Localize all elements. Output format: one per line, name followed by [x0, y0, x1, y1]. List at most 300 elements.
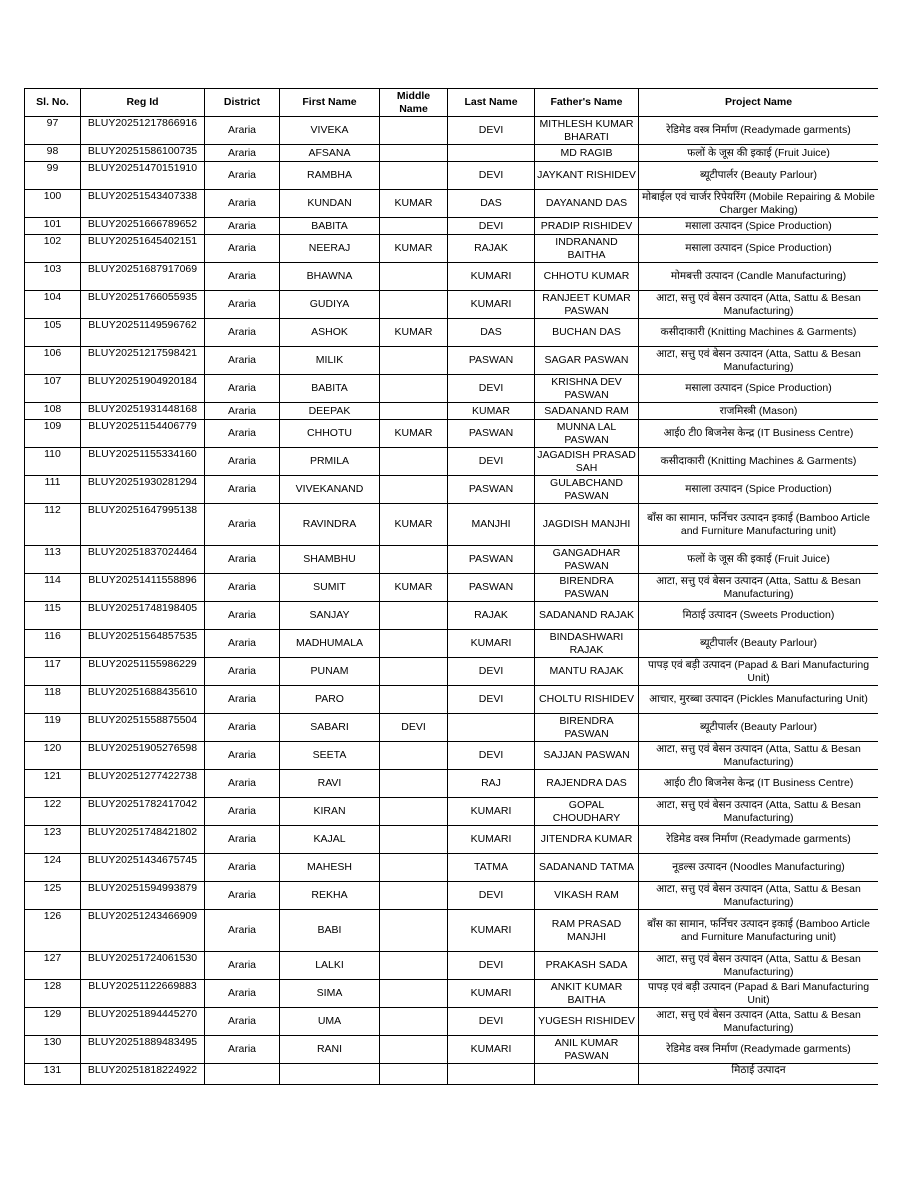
cell-project-name: मोबाईल एवं चार्जर रिपेयरिंग (Mobile Repairing & Mobile Charger Making)	[639, 190, 879, 218]
cell-fathers-name: BUCHAN DAS	[535, 319, 639, 347]
cell-district: Araria	[205, 952, 280, 980]
cell-first-name: RAVINDRA	[280, 504, 380, 546]
cell-middle-name	[380, 1064, 448, 1085]
cell-last-name: KUMARI	[448, 263, 535, 291]
cell-project-name: आटा, सत्तु एवं बेसन उत्पादन (Atta, Sattu & Besan Manufacturing)	[639, 1008, 879, 1036]
cell-project-name: आटा, सत्तु एवं बेसन उत्पादन (Atta, Sattu & Besan Manufacturing)	[639, 798, 879, 826]
cell-middle-name	[380, 602, 448, 630]
cell-first-name: SANJAY	[280, 602, 380, 630]
cell-reg-id: BLUY20251155986229	[81, 658, 205, 686]
cell-first-name: RANI	[280, 1036, 380, 1064]
cell-sl-no: 100	[25, 190, 81, 218]
cell-first-name: KIRAN	[280, 798, 380, 826]
cell-sl-no: 128	[25, 980, 81, 1008]
cell-reg-id: BLUY20251930281294	[81, 476, 205, 504]
cell-last-name	[448, 714, 535, 742]
table-row	[25, 235, 879, 263]
cell-fathers-name: CHHOTU KUMAR	[535, 263, 639, 291]
cell-project-name: फलों के जूस की इकाई (Fruit Juice)	[639, 546, 879, 574]
cell-middle-name	[380, 117, 448, 145]
cell-district: Araria	[205, 1008, 280, 1036]
cell-middle-name	[380, 1008, 448, 1036]
cell-sl-no: 109	[25, 420, 81, 448]
cell-last-name: DEVI	[448, 218, 535, 235]
cell-district: Araria	[205, 854, 280, 882]
header-middle-name: Middle Name	[380, 89, 448, 117]
cell-first-name: LALKI	[280, 952, 380, 980]
cell-sl-no: 97	[25, 117, 81, 145]
cell-project-name: रेडिमेड वस्त्र निर्माण (Readymade garments)	[639, 117, 879, 145]
cell-first-name: NEERAJ	[280, 235, 380, 263]
cell-fathers-name: INDRANAND BAITHA	[535, 235, 639, 263]
cell-project-name: ब्यूटीपार्लर (Beauty Parlour)	[639, 162, 879, 190]
cell-sl-no: 117	[25, 658, 81, 686]
cell-sl-no: 99	[25, 162, 81, 190]
cell-first-name: DEEPAK	[280, 403, 380, 420]
cell-last-name: KUMARI	[448, 1036, 535, 1064]
cell-middle-name: KUMAR	[380, 504, 448, 546]
cell-project-name: बाँस का सामान, फर्निचर उत्पादन इकाई (Bamboo Article and Furniture Manufacturing unit)	[639, 910, 879, 952]
cell-sl-no: 122	[25, 798, 81, 826]
table-row	[25, 952, 879, 980]
cell-last-name: KUMARI	[448, 291, 535, 319]
cell-middle-name	[380, 145, 448, 162]
cell-reg-id: BLUY20251122669883	[81, 980, 205, 1008]
cell-district: Araria	[205, 1036, 280, 1064]
cell-reg-id: BLUY20251217866916	[81, 117, 205, 145]
cell-last-name: DEVI	[448, 1008, 535, 1036]
cell-project-name: बाँस का सामान, फर्निचर उत्पादन इकाई (Bamboo Article and Furniture Manufacturing unit)	[639, 504, 879, 546]
cell-district: Araria	[205, 980, 280, 1008]
cell-last-name: KUMAR	[448, 403, 535, 420]
cell-sl-no: 118	[25, 686, 81, 714]
cell-last-name: TATMA	[448, 854, 535, 882]
cell-first-name: KUNDAN	[280, 190, 380, 218]
cell-reg-id: BLUY20251155334160	[81, 448, 205, 476]
cell-fathers-name: JAGDISH MANJHI	[535, 504, 639, 546]
cell-middle-name	[380, 476, 448, 504]
cell-last-name: RAJAK	[448, 235, 535, 263]
cell-last-name: DEVI	[448, 742, 535, 770]
cell-district: Araria	[205, 162, 280, 190]
cell-fathers-name: VIKASH RAM	[535, 882, 639, 910]
cell-district: Araria	[205, 798, 280, 826]
cell-project-name: फलों के जूस की इकाई (Fruit Juice)	[639, 145, 879, 162]
cell-reg-id: BLUY20251782417042	[81, 798, 205, 826]
table-row	[25, 375, 879, 403]
cell-project-name: रेडिमेड वस्त्र निर्माण (Readymade garments)	[639, 1036, 879, 1064]
cell-first-name: SUMIT	[280, 574, 380, 602]
cell-project-name: मसाला उत्पादन (Spice Production)	[639, 476, 879, 504]
cell-first-name: RAMBHA	[280, 162, 380, 190]
cell-project-name: मिठाई उत्पादन (Sweets Production)	[639, 602, 879, 630]
cell-sl-no: 131	[25, 1064, 81, 1085]
header-last-name: Last Name	[448, 89, 535, 117]
table-row	[25, 574, 879, 602]
cell-first-name: RAVI	[280, 770, 380, 798]
cell-reg-id: BLUY20251149596762	[81, 319, 205, 347]
cell-first-name: BABITA	[280, 375, 380, 403]
cell-last-name: DEVI	[448, 952, 535, 980]
cell-district: Araria	[205, 145, 280, 162]
table-row	[25, 910, 879, 952]
table-row	[25, 1064, 879, 1085]
cell-reg-id: BLUY20251645402151	[81, 235, 205, 263]
table-row	[25, 742, 879, 770]
cell-district: Araria	[205, 420, 280, 448]
cell-sl-no: 108	[25, 403, 81, 420]
cell-first-name: VIVEKANAND	[280, 476, 380, 504]
cell-sl-no: 124	[25, 854, 81, 882]
cell-fathers-name: MANTU RAJAK	[535, 658, 639, 686]
cell-last-name: DEVI	[448, 658, 535, 686]
cell-fathers-name: PRAKASH SADA	[535, 952, 639, 980]
cell-project-name: नूडल्स उत्पादन (Noodles Manufacturing)	[639, 854, 879, 882]
cell-project-name: पापड़ एवं बड़ी उत्पादन (Papad & Bari Manufacturing Unit)	[639, 658, 879, 686]
cell-sl-no: 116	[25, 630, 81, 658]
table-row	[25, 980, 879, 1008]
cell-last-name: DEVI	[448, 375, 535, 403]
table-row	[25, 420, 879, 448]
cell-district: Araria	[205, 910, 280, 952]
cell-last-name: DEVI	[448, 686, 535, 714]
cell-sl-no: 127	[25, 952, 81, 980]
beneficiary-table	[24, 88, 878, 1085]
cell-last-name: KUMARI	[448, 798, 535, 826]
cell-project-name: आटा, सत्तु एवं बेसन उत्पादन (Atta, Sattu & Besan Manufacturing)	[639, 291, 879, 319]
cell-last-name	[448, 145, 535, 162]
cell-last-name: PASWAN	[448, 476, 535, 504]
cell-project-name: राजमिस्त्री (Mason)	[639, 403, 879, 420]
cell-reg-id: BLUY20251154406779	[81, 420, 205, 448]
cell-reg-id: BLUY20251766055935	[81, 291, 205, 319]
cell-district: Araria	[205, 218, 280, 235]
cell-reg-id: BLUY20251594993879	[81, 882, 205, 910]
cell-last-name: PASWAN	[448, 574, 535, 602]
cell-project-name: कसीदाकारी (Knitting Machines & Garments)	[639, 448, 879, 476]
cell-fathers-name: MITHLESH KUMAR BHARATI	[535, 117, 639, 145]
cell-first-name: SHAMBHU	[280, 546, 380, 574]
table-row	[25, 162, 879, 190]
cell-sl-no: 120	[25, 742, 81, 770]
cell-reg-id: BLUY20251470151910	[81, 162, 205, 190]
cell-last-name: DAS	[448, 190, 535, 218]
cell-reg-id: BLUY20251586100735	[81, 145, 205, 162]
cell-district: Araria	[205, 403, 280, 420]
cell-fathers-name: JAYKANT RISHIDEV	[535, 162, 639, 190]
cell-district	[205, 1064, 280, 1085]
cell-project-name: कसीदाकारी (Knitting Machines & Garments)	[639, 319, 879, 347]
cell-middle-name	[380, 162, 448, 190]
cell-middle-name	[380, 291, 448, 319]
cell-middle-name	[380, 218, 448, 235]
cell-district: Araria	[205, 742, 280, 770]
cell-middle-name	[380, 742, 448, 770]
table-row	[25, 403, 879, 420]
cell-project-name: आटा, सत्तु एवं बेसन उत्पादन (Atta, Sattu & Besan Manufacturing)	[639, 742, 879, 770]
cell-middle-name	[380, 263, 448, 291]
cell-fathers-name	[535, 1064, 639, 1085]
header-sl-no: Sl. No.	[25, 89, 81, 117]
header-project-name: Project Name	[639, 89, 879, 117]
cell-sl-no: 103	[25, 263, 81, 291]
cell-project-name: मोमबत्ती उत्पादन (Candle Manufacturing)	[639, 263, 879, 291]
cell-sl-no: 102	[25, 235, 81, 263]
cell-middle-name	[380, 347, 448, 375]
cell-district: Araria	[205, 235, 280, 263]
cell-middle-name	[380, 1036, 448, 1064]
table-row	[25, 658, 879, 686]
cell-last-name: DEVI	[448, 882, 535, 910]
cell-district: Araria	[205, 448, 280, 476]
cell-first-name: GUDIYA	[280, 291, 380, 319]
cell-middle-name	[380, 826, 448, 854]
cell-project-name: रेडिमेड वस्त्र निर्माण (Readymade garments)	[639, 826, 879, 854]
cell-first-name: MADHUMALA	[280, 630, 380, 658]
cell-reg-id: BLUY20251434675745	[81, 854, 205, 882]
cell-last-name	[448, 1064, 535, 1085]
cell-sl-no: 104	[25, 291, 81, 319]
table-row	[25, 1008, 879, 1036]
cell-last-name: PASWAN	[448, 546, 535, 574]
header-reg-id: Reg Id	[81, 89, 205, 117]
cell-reg-id: BLUY20251905276598	[81, 742, 205, 770]
beneficiary-table-page	[24, 88, 878, 1106]
cell-middle-name	[380, 546, 448, 574]
header-district: District	[205, 89, 280, 117]
cell-last-name: DAS	[448, 319, 535, 347]
cell-last-name: DEVI	[448, 448, 535, 476]
cell-first-name: BABITA	[280, 218, 380, 235]
cell-project-name: आई0 टी0 बिजनेस केन्द्र (IT Business Centre)	[639, 770, 879, 798]
cell-last-name: MANJHI	[448, 504, 535, 546]
cell-fathers-name: SADANAND RAM	[535, 403, 639, 420]
table-row	[25, 476, 879, 504]
cell-middle-name: KUMAR	[380, 420, 448, 448]
cell-fathers-name: KRISHNA DEV PASWAN	[535, 375, 639, 403]
cell-fathers-name: RAM PRASAD MANJHI	[535, 910, 639, 952]
cell-sl-no: 125	[25, 882, 81, 910]
table-row	[25, 145, 879, 162]
cell-last-name: KUMARI	[448, 630, 535, 658]
cell-fathers-name: DAYANAND DAS	[535, 190, 639, 218]
cell-fathers-name: BIRENDRA PASWAN	[535, 714, 639, 742]
cell-first-name: BABI	[280, 910, 380, 952]
cell-last-name: RAJ	[448, 770, 535, 798]
cell-middle-name: KUMAR	[380, 190, 448, 218]
cell-project-name: आटा, सत्तु एवं बेसन उत्पादन (Atta, Sattu & Besan Manufacturing)	[639, 952, 879, 980]
cell-reg-id: BLUY20251837024464	[81, 546, 205, 574]
cell-project-name: ब्यूटीपार्लर (Beauty Parlour)	[639, 714, 879, 742]
cell-project-name: आटा, सत्तु एवं बेसन उत्पादन (Atta, Sattu & Besan Manufacturing)	[639, 347, 879, 375]
cell-district: Araria	[205, 476, 280, 504]
cell-first-name: SABARI	[280, 714, 380, 742]
table-row	[25, 117, 879, 145]
cell-last-name: RAJAK	[448, 602, 535, 630]
cell-first-name: AFSANA	[280, 145, 380, 162]
cell-fathers-name: ANKIT KUMAR BAITHA	[535, 980, 639, 1008]
cell-reg-id: BLUY20251243466909	[81, 910, 205, 952]
table-row	[25, 190, 879, 218]
cell-district: Araria	[205, 826, 280, 854]
cell-reg-id: BLUY20251666789652	[81, 218, 205, 235]
cell-fathers-name: SAGAR PASWAN	[535, 347, 639, 375]
cell-first-name: VIVEKA	[280, 117, 380, 145]
cell-last-name: KUMARI	[448, 910, 535, 952]
cell-project-name: आटा, सत्तु एवं बेसन उत्पादन (Atta, Sattu & Besan Manufacturing)	[639, 574, 879, 602]
cell-reg-id: BLUY20251647995138	[81, 504, 205, 546]
cell-middle-name	[380, 854, 448, 882]
table-row	[25, 798, 879, 826]
cell-middle-name: KUMAR	[380, 574, 448, 602]
cell-first-name: BHAWNA	[280, 263, 380, 291]
cell-first-name: SIMA	[280, 980, 380, 1008]
cell-district: Araria	[205, 504, 280, 546]
cell-reg-id: BLUY20251748421802	[81, 826, 205, 854]
cell-sl-no: 107	[25, 375, 81, 403]
cell-sl-no: 105	[25, 319, 81, 347]
cell-sl-no: 126	[25, 910, 81, 952]
cell-fathers-name: PRADIP RISHIDEV	[535, 218, 639, 235]
cell-project-name: आई0 टी0 बिजनेस केन्द्र (IT Business Centre)	[639, 420, 879, 448]
cell-district: Araria	[205, 319, 280, 347]
cell-first-name: SEETA	[280, 742, 380, 770]
table-row	[25, 882, 879, 910]
cell-fathers-name: SAJJAN PASWAN	[535, 742, 639, 770]
cell-project-name: आचार, मुरब्बा उत्पादन (Pickles Manufacturing Unit)	[639, 686, 879, 714]
table-row	[25, 319, 879, 347]
table-row	[25, 546, 879, 574]
cell-district: Araria	[205, 347, 280, 375]
cell-district: Araria	[205, 375, 280, 403]
cell-district: Araria	[205, 686, 280, 714]
table-row	[25, 347, 879, 375]
cell-first-name: UMA	[280, 1008, 380, 1036]
cell-reg-id: BLUY20251894445270	[81, 1008, 205, 1036]
header-first-name: First Name	[280, 89, 380, 117]
cell-reg-id: BLUY20251688435610	[81, 686, 205, 714]
cell-district: Araria	[205, 546, 280, 574]
cell-last-name: KUMARI	[448, 980, 535, 1008]
table-row	[25, 686, 879, 714]
cell-first-name: KAJAL	[280, 826, 380, 854]
cell-first-name: MAHESH	[280, 854, 380, 882]
cell-sl-no: 130	[25, 1036, 81, 1064]
cell-fathers-name: RANJEET KUMAR PASWAN	[535, 291, 639, 319]
table-row	[25, 630, 879, 658]
cell-sl-no: 129	[25, 1008, 81, 1036]
cell-reg-id: BLUY20251411558896	[81, 574, 205, 602]
cell-reg-id: BLUY20251277422738	[81, 770, 205, 798]
cell-last-name: DEVI	[448, 162, 535, 190]
cell-district: Araria	[205, 602, 280, 630]
cell-fathers-name: SADANAND RAJAK	[535, 602, 639, 630]
cell-sl-no: 114	[25, 574, 81, 602]
cell-project-name: मसाला उत्पादन (Spice Production)	[639, 235, 879, 263]
cell-fathers-name: MD RAGIB	[535, 145, 639, 162]
cell-first-name: REKHA	[280, 882, 380, 910]
cell-reg-id: BLUY20251724061530	[81, 952, 205, 980]
cell-project-name: ब्यूटीपार्लर (Beauty Parlour)	[639, 630, 879, 658]
cell-middle-name: KUMAR	[380, 319, 448, 347]
cell-fathers-name: JAGADISH PRASAD SAH	[535, 448, 639, 476]
cell-reg-id: BLUY20251931448168	[81, 403, 205, 420]
cell-district: Araria	[205, 770, 280, 798]
cell-last-name: DEVI	[448, 117, 535, 145]
table-row	[25, 602, 879, 630]
cell-sl-no: 110	[25, 448, 81, 476]
cell-fathers-name: MUNNA LAL PASWAN	[535, 420, 639, 448]
cell-fathers-name: ANIL KUMAR PASWAN	[535, 1036, 639, 1064]
cell-district: Araria	[205, 190, 280, 218]
table-row	[25, 770, 879, 798]
cell-first-name: PUNAM	[280, 658, 380, 686]
cell-district: Araria	[205, 630, 280, 658]
cell-reg-id: BLUY20251889483495	[81, 1036, 205, 1064]
cell-first-name: MILIK	[280, 347, 380, 375]
cell-district: Araria	[205, 574, 280, 602]
cell-sl-no: 111	[25, 476, 81, 504]
cell-sl-no: 98	[25, 145, 81, 162]
cell-middle-name	[380, 882, 448, 910]
cell-fathers-name: CHOLTU RISHIDEV	[535, 686, 639, 714]
table-row	[25, 504, 879, 546]
cell-middle-name: KUMAR	[380, 235, 448, 263]
cell-reg-id: BLUY20251818224922	[81, 1064, 205, 1085]
cell-district: Araria	[205, 263, 280, 291]
table-row	[25, 448, 879, 476]
cell-district: Araria	[205, 882, 280, 910]
cell-reg-id: BLUY20251904920184	[81, 375, 205, 403]
cell-fathers-name: YUGESH RISHIDEV	[535, 1008, 639, 1036]
cell-middle-name	[380, 980, 448, 1008]
cell-last-name: KUMARI	[448, 826, 535, 854]
header-fathers-name: Father's Name	[535, 89, 639, 117]
cell-middle-name	[380, 403, 448, 420]
cell-middle-name	[380, 910, 448, 952]
cell-first-name: PARO	[280, 686, 380, 714]
cell-project-name: मसाला उत्पादन (Spice Production)	[639, 218, 879, 235]
cell-middle-name	[380, 448, 448, 476]
cell-middle-name	[380, 686, 448, 714]
cell-last-name: PASWAN	[448, 420, 535, 448]
cell-reg-id: BLUY20251543407338	[81, 190, 205, 218]
cell-sl-no: 115	[25, 602, 81, 630]
cell-sl-no: 121	[25, 770, 81, 798]
cell-sl-no: 119	[25, 714, 81, 742]
cell-fathers-name: GANGADHAR PASWAN	[535, 546, 639, 574]
table-row	[25, 1036, 879, 1064]
cell-sl-no: 112	[25, 504, 81, 546]
cell-middle-name: DEVI	[380, 714, 448, 742]
cell-fathers-name: BINDASHWARI RAJAK	[535, 630, 639, 658]
cell-sl-no: 101	[25, 218, 81, 235]
table-row	[25, 714, 879, 742]
cell-project-name: मिठाई उत्पादन	[639, 1064, 879, 1085]
cell-middle-name	[380, 952, 448, 980]
cell-reg-id: BLUY20251558875504	[81, 714, 205, 742]
table-row	[25, 291, 879, 319]
table-row	[25, 218, 879, 235]
cell-middle-name	[380, 375, 448, 403]
table-row	[25, 263, 879, 291]
cell-fathers-name: GOPAL CHOUDHARY	[535, 798, 639, 826]
cell-district: Araria	[205, 117, 280, 145]
cell-first-name: CHHOTU	[280, 420, 380, 448]
cell-project-name: पापड़ एवं बड़ी उत्पादन (Papad & Bari Manufacturing Unit)	[639, 980, 879, 1008]
cell-district: Araria	[205, 714, 280, 742]
cell-fathers-name: SADANAND TATMA	[535, 854, 639, 882]
